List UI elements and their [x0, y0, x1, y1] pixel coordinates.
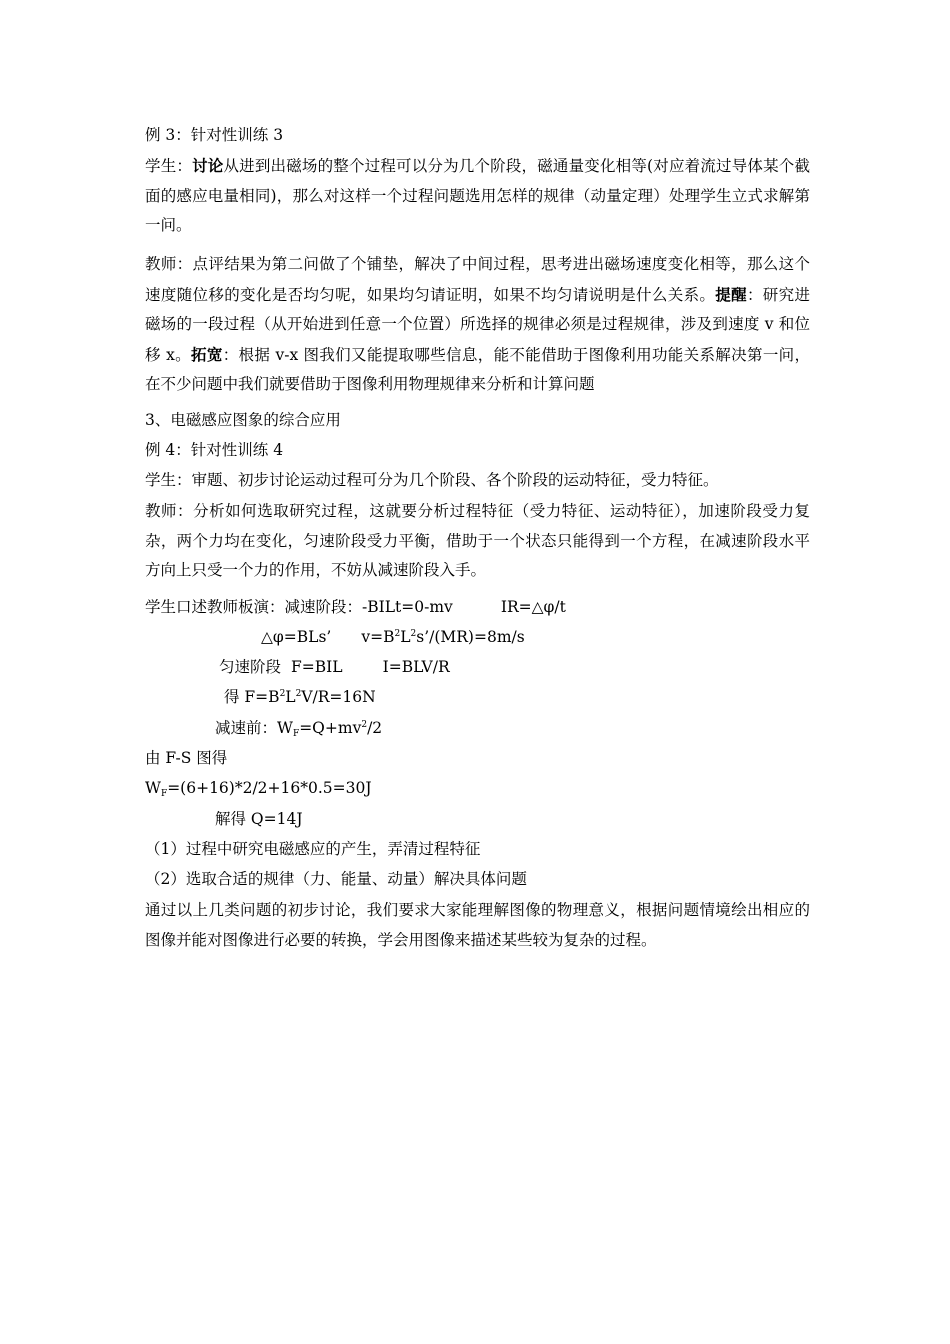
- example4-title: 例 4：针对性训练 4: [145, 441, 284, 459]
- flux-equation: △φ=BLs’: [261, 628, 332, 646]
- section3-title: 3、电磁感应图象的综合应用: [145, 411, 341, 429]
- teacher-label: 教师：: [145, 255, 193, 273]
- reminder-text: ：研究进磁场的一段过程（从开始进到任意一个位置）所选择的规律必须是过程规律，涉及到速度 v 和位移 x。: [145, 285, 810, 364]
- force-result-line: 得 $F=B^2L^2V/R=16N$: [224, 688, 376, 706]
- extension-keyword: 拓宽: [191, 344, 223, 364]
- current-equation: I=BLV/R: [382, 658, 450, 676]
- student-discussion-text: 从进到出磁场的整个过程可以分为几个阶段，磁通量变化相等(对应着流过导体某个截面的感应电量相同)，那么对这样一个过程问题选用怎样的规律（动量定理）处理学生立式求解第一问。: [145, 157, 810, 234]
- ir-equation: IR=△φ/t: [500, 598, 566, 616]
- velocity-equation: $v=B^2L^2s’/(MR)=8m/s$: [361, 628, 525, 646]
- discussion-keyword: 讨论: [192, 156, 224, 175]
- uniform-stage-label: 匀速阶段: [219, 658, 282, 676]
- derivation-intro-line: [145, 593, 810, 623]
- extension-text: ：根据 v-x 图我们又能提取哪些信息，能不能借助于图像利用功能关系解决第一问，在不少问题中我们就要借助于图像利用物理规律来分析和计算问题: [145, 345, 810, 393]
- student-label: 学生：: [145, 157, 193, 175]
- force-equation: F=BIL: [291, 658, 343, 676]
- uniform-stage-line: [219, 653, 884, 683]
- teacher-comment-paragraph: [145, 250, 810, 400]
- heat-result-line: 解得 Q=14J: [215, 810, 303, 828]
- reminder-keyword: 提醒: [715, 284, 747, 304]
- fs-graph-line: 由 F-S 图得: [145, 749, 228, 767]
- flux-velocity-line: [261, 623, 926, 653]
- before-deceleration-line: 减速前：$W_F=Q+mv^2/2$: [215, 719, 383, 739]
- point-2: （2）选取合适的规律（力、能量、动量）解决具体问题: [145, 870, 527, 888]
- point-1: （1）过程中研究电磁感应的产生，弄清过程特征: [145, 840, 481, 858]
- example3-title: 例 3：针对性训练 3: [145, 126, 284, 144]
- conclusion-paragraph: 通过以上几类问题的初步讨论，我们要求大家能理解图像的物理意义，根据问题情境绘出相应的图像并能对图像进行必要的转换，学会用图像来描述某些较为复杂的过程。: [145, 901, 810, 949]
- deceleration-equation: 学生口述教师板演：减速阶段：-BILt=0-mv: [145, 598, 453, 616]
- student-discussion-paragraph: [145, 151, 810, 241]
- teacher-analysis-paragraph: 教师：分析如何选取研究过程，这就要分析过程特征（受力特征、运动特征），加速阶段受力复杂，两个力均在变化，匀速阶段受力平衡，借助于一个状态只能得到一个方程，在减速阶段水平方向上只受一个力的作用，不妨从减速阶段入手。: [145, 502, 810, 579]
- student-review-line: 学生：审题、初步讨论运动过程可分为几个阶段、各个阶段的运动特征，受力特征。: [145, 471, 719, 489]
- work-calculation-line: $W_F=(6+16)*2/2+16*0.5=30J$: [145, 779, 372, 799]
- teacher-comment-text: 点评结果为第二问做了个铺垫，解决了中间过程，思考进出磁场速度变化相等，那么这个速度随位移的变化是否均匀呢，如果均匀请证明，如果不均匀请说明是什么关系。: [145, 255, 810, 304]
